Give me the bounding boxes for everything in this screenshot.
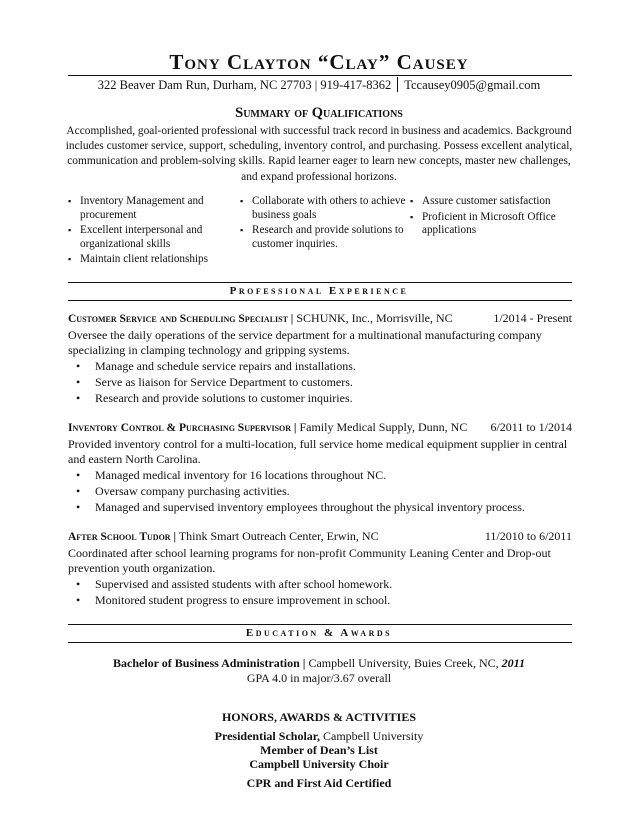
skill-item: ▪ Excellent interpersonal and organizational skills bbox=[68, 224, 216, 251]
job-role: After School Tudor | bbox=[68, 531, 176, 543]
experience-bottom-divider bbox=[68, 300, 572, 301]
job-bullet: • Research and provide solutions to customer inquiries. bbox=[68, 390, 572, 406]
honor-detail: Campbell University bbox=[323, 729, 424, 743]
job-bullet: • Managed medical inventory for 16 locations throughout NC. bbox=[68, 467, 572, 483]
gpa-line: GPA 4.0 in major/3.67 overall bbox=[246, 671, 392, 685]
job-company: SCHUNK, Inc., Morrisville, NC bbox=[296, 311, 453, 325]
skills-column-3 bbox=[410, 195, 575, 240]
degree-year: 2011 bbox=[501, 656, 525, 670]
skill-item: ▪ Proficient in Microsoft Office applications bbox=[410, 211, 575, 238]
honor-item bbox=[0, 729, 638, 744]
job-header bbox=[68, 529, 572, 544]
degree-school: Campbell University, Buies Creek, NC, bbox=[308, 656, 499, 670]
degree-line bbox=[0, 656, 638, 671]
experience-top-divider bbox=[68, 282, 572, 283]
job-bullets bbox=[68, 576, 572, 608]
job-dates: 11/2010 to 6/2011 bbox=[484, 529, 572, 543]
job-description: Provided inventory control for a multi-location, full service home medical equipment supplier in central and eastern North Carolina. bbox=[68, 437, 568, 466]
job-description: Oversee the daily operations of the service department for a multinational manufacturing company specializing in clamping technology and gripping systems. bbox=[68, 328, 542, 357]
education-top-divider bbox=[68, 624, 572, 625]
summary-text: Accomplished, goal-oriented professional with successful track record in business and academics. Background includes customer service, support, scheduling, inventory control, and purchasing. Possess excellent analytical, communication and problem-solving skills. Rapid learner eager to learn new concepts, master new challenges, and expand professional horizons. bbox=[65, 125, 573, 183]
skills-column-1 bbox=[68, 195, 216, 269]
education-section-title: Education & Awards bbox=[245, 627, 393, 639]
skill-item: ▪ Collaborate with others to achieve business goals bbox=[240, 195, 408, 222]
job-header bbox=[68, 311, 572, 326]
job-bullet: • Monitored student progress to ensure improvement in school. bbox=[68, 592, 572, 608]
job-bullet: • Oversaw company purchasing activities. bbox=[68, 483, 572, 499]
job-company: Family Medical Supply, Dunn, NC bbox=[299, 420, 468, 434]
education-bottom-divider bbox=[68, 642, 572, 643]
skill-item: ▪ Maintain client relationships bbox=[68, 253, 216, 267]
summary-title: Summary of Qualifications bbox=[235, 105, 403, 121]
job-description: Coordinated after school learning programs for non-profit Community Leaning Center and Drop-out prevention youth organization. bbox=[68, 546, 551, 575]
honor-item: Campbell University Choir bbox=[249, 757, 389, 771]
candidate-name: Tony Clayton “Clay” Causey bbox=[169, 50, 469, 74]
job-dates: 1/2014 - Present bbox=[493, 311, 572, 325]
honor-item: CPR and First Aid Certified bbox=[246, 776, 392, 790]
honor-title: Presidential Scholar, bbox=[214, 729, 320, 743]
honors-title: HONORS, AWARDS & ACTIVITIES bbox=[221, 710, 417, 724]
job-bullet: • Supervised and assisted students with after school homework. bbox=[68, 576, 572, 592]
job-company: Think Smart Outreach Center, Erwin, NC bbox=[178, 529, 379, 543]
contact-separator bbox=[397, 77, 398, 92]
experience-section-title: Professional Experience bbox=[229, 285, 409, 297]
job-bullet: • Serve as liaison for Service Department to customers. bbox=[68, 374, 572, 390]
contact-line bbox=[0, 77, 638, 93]
skill-item: ▪ Assure customer satisfaction bbox=[410, 195, 575, 209]
job-role: Inventory Control & Purchasing Supervisor | bbox=[68, 422, 297, 434]
skills-column-2 bbox=[240, 195, 408, 253]
degree-name: Bachelor of Business Administration | bbox=[113, 656, 306, 670]
job-dates: 6/2011 to 1/2014 bbox=[490, 420, 572, 434]
contact-email[interactable]: Tccausey0905@gmail.com bbox=[404, 78, 541, 92]
job-bullets bbox=[68, 358, 572, 406]
honor-item: Member of Dean’s List bbox=[260, 743, 378, 757]
job-bullets bbox=[68, 467, 572, 515]
header-divider bbox=[68, 75, 572, 76]
job-bullet: • Manage and schedule service repairs and installations. bbox=[68, 358, 572, 374]
job-role: Customer Service and Scheduling Specialist | bbox=[68, 313, 294, 325]
skill-item: ▪ Research and provide solutions to customer inquiries. bbox=[240, 224, 408, 251]
contact-address: 322 Beaver Dam Run, Durham, NC 27703 | 919-417-8362 bbox=[97, 78, 392, 92]
skill-item: ▪ Inventory Management and procurement bbox=[68, 195, 216, 222]
job-bullet: • Managed and supervised inventory employees throughout the physical inventory process. bbox=[68, 499, 572, 515]
job-header bbox=[68, 420, 572, 435]
